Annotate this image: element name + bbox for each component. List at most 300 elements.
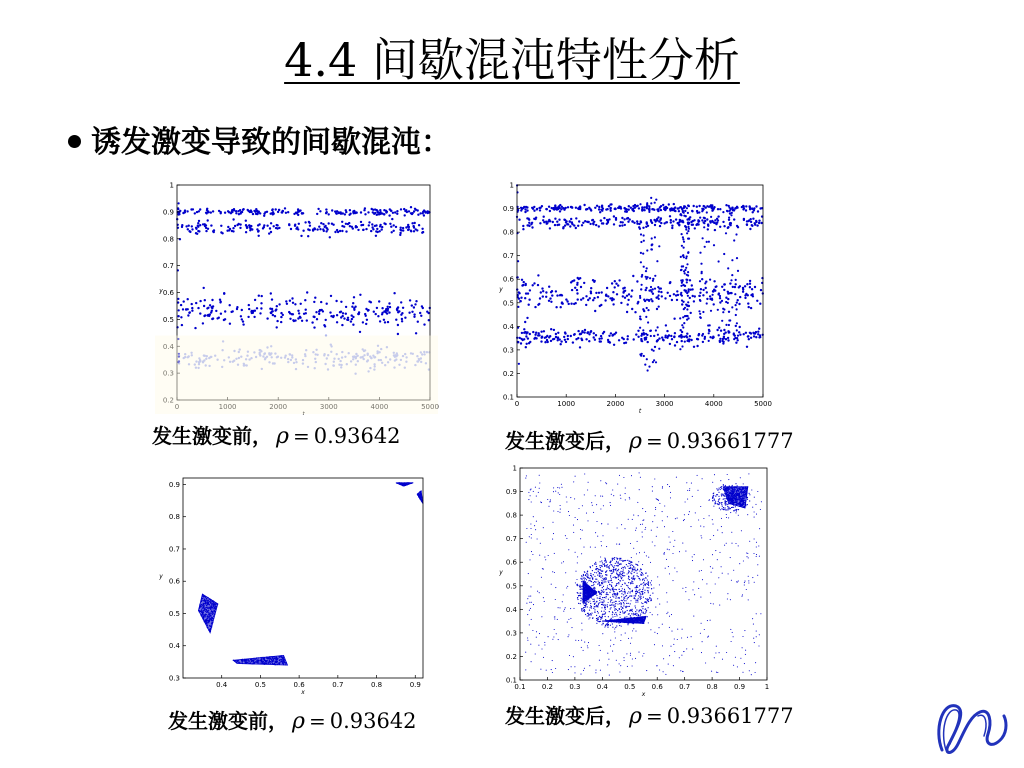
data-point: [735, 325, 737, 327]
data-point: [630, 603, 631, 604]
data-point: [596, 620, 597, 621]
data-point: [568, 669, 569, 670]
data-point: [604, 564, 605, 565]
data-point: [206, 605, 207, 606]
data-point: [710, 566, 711, 567]
data-point: [201, 598, 202, 599]
data-point: [650, 248, 652, 250]
data-point: [591, 613, 592, 614]
data-point: [602, 562, 603, 563]
data-point: [626, 616, 627, 617]
data-point: [590, 292, 592, 294]
data-point: [524, 208, 526, 210]
data-point: [263, 661, 264, 662]
data-point: [580, 529, 581, 530]
data-point: [723, 507, 724, 508]
data-point: [561, 484, 562, 485]
data-point: [583, 584, 584, 585]
data-point: [192, 208, 194, 210]
data-point: [628, 591, 629, 592]
data-point: [709, 220, 711, 222]
data-point: [630, 643, 631, 644]
data-point: [600, 209, 602, 211]
data-point: [583, 650, 584, 651]
data-point: [712, 482, 713, 483]
data-point: [538, 207, 540, 209]
data-point: [577, 330, 579, 332]
data-point: [543, 216, 545, 218]
data-point: [619, 663, 620, 664]
data-point: [389, 223, 391, 225]
data-point: [556, 294, 558, 296]
data-point: [696, 210, 698, 212]
data-point: [554, 224, 556, 226]
data-point: [254, 299, 256, 301]
data-point: [562, 601, 563, 602]
data-point: [520, 209, 522, 211]
data-point: [421, 232, 423, 234]
data-point: [376, 214, 378, 216]
data-point: [599, 660, 600, 661]
data-point: [650, 330, 652, 332]
data-point: [728, 217, 730, 219]
data-point: [255, 210, 257, 212]
data-point: [637, 336, 639, 338]
data-point: [674, 651, 675, 652]
data-point: [639, 552, 640, 553]
data-point: [381, 312, 383, 314]
data-point: [693, 581, 694, 582]
data-point: [586, 579, 587, 580]
data-point: [248, 308, 250, 310]
data-point: [268, 232, 270, 234]
data-point: [355, 225, 357, 227]
data-point: [713, 535, 714, 536]
data-point: [239, 209, 241, 211]
data-point: [738, 515, 739, 516]
data-point: [726, 543, 727, 544]
data-point: [756, 300, 758, 302]
data-point: [713, 603, 714, 604]
data-point: [710, 310, 712, 312]
data-point: [689, 511, 690, 512]
data-point: [525, 332, 527, 334]
data-point: [596, 623, 597, 624]
data-point: [308, 222, 310, 224]
data-point: [570, 497, 571, 498]
data-point: [620, 495, 621, 496]
data-point: [615, 283, 617, 285]
data-point: [760, 613, 761, 614]
data-point: [643, 519, 644, 520]
data-point: [523, 206, 525, 208]
data-point: [729, 224, 731, 226]
data-point: [692, 496, 693, 497]
data-point: [630, 653, 631, 654]
data-point: [529, 333, 531, 335]
data-point: [420, 315, 422, 317]
data-point: [314, 297, 316, 299]
data-point: [692, 556, 693, 557]
data-point: [701, 272, 703, 274]
data-point: [316, 213, 318, 215]
data-point: [720, 480, 721, 481]
data-point: [638, 611, 639, 612]
data-point: [357, 229, 359, 231]
data-point: [656, 218, 658, 220]
data-point: [601, 607, 602, 608]
data-point: [674, 332, 676, 334]
data-point: [579, 586, 580, 587]
data-point: [647, 369, 649, 371]
data-point: [632, 579, 633, 580]
data-point: [589, 610, 590, 611]
data-point: [565, 341, 567, 343]
data-point: [526, 317, 528, 319]
data-point: [676, 477, 677, 478]
data-point: [633, 575, 634, 576]
data-point: [611, 282, 613, 284]
data-point: [674, 638, 675, 639]
data-point: [669, 655, 670, 656]
y-axis-label: y: [159, 573, 163, 580]
data-point: [627, 303, 629, 305]
data-point: [611, 618, 612, 619]
data-point: [535, 529, 536, 530]
data-point: [594, 310, 596, 312]
data-point: [728, 331, 730, 333]
data-point: [682, 255, 684, 257]
data-point: [378, 300, 380, 302]
data-point: [266, 317, 268, 319]
x-tick-label: 0.9: [409, 681, 421, 689]
data-point: [728, 517, 729, 518]
data-point: [616, 557, 617, 558]
data-point: [584, 579, 585, 580]
data-point: [658, 290, 660, 292]
data-point: [643, 574, 644, 575]
data-point: [391, 218, 393, 220]
data-point: [684, 307, 686, 309]
data-point: [410, 230, 412, 232]
data-point: [531, 226, 533, 228]
data-point: [320, 301, 322, 303]
data-point: [340, 301, 342, 303]
data-point: [203, 305, 205, 307]
data-point: [344, 213, 346, 215]
data-point: [631, 573, 632, 574]
data-point: [610, 646, 611, 647]
data-point: [653, 359, 655, 361]
data-point: [609, 208, 611, 210]
data-point: [646, 249, 648, 251]
y-tick-label: 0.8: [502, 228, 514, 237]
data-point: [719, 340, 721, 342]
data-point: [603, 564, 604, 565]
data-point: [613, 215, 615, 217]
data-point: [194, 327, 196, 329]
y-tick-label: 0.3: [162, 369, 174, 378]
data-point: [224, 310, 226, 312]
data-point: [541, 336, 543, 338]
data-point: [555, 491, 556, 492]
data-point: [212, 607, 213, 608]
data-point: [203, 287, 205, 289]
data-point: [661, 336, 663, 338]
data-point: [749, 286, 751, 288]
data-point: [522, 228, 524, 230]
data-point: [737, 666, 738, 667]
data-point: [713, 495, 714, 496]
data-point: [531, 661, 532, 662]
data-point: [534, 525, 535, 526]
data-point: [702, 341, 704, 343]
data-point: [552, 221, 554, 223]
data-point: [754, 224, 756, 226]
data-point: [630, 591, 631, 592]
data-point: [663, 553, 664, 554]
data-point: [334, 231, 336, 233]
data-point: [530, 608, 531, 609]
data-point: [653, 335, 655, 337]
data-point: [546, 208, 548, 210]
data-point: [605, 294, 607, 296]
data-point: [669, 549, 670, 550]
data-point: [640, 220, 642, 222]
data-point: [685, 501, 686, 502]
data-point: [364, 207, 366, 209]
data-point: [742, 647, 743, 648]
data-point: [572, 341, 574, 343]
data-point: [210, 613, 211, 614]
data-point: [624, 560, 625, 561]
data-point: [592, 595, 593, 596]
data-point: [694, 554, 695, 555]
data-point: [610, 607, 611, 608]
data-point: [209, 304, 211, 306]
data-point: [600, 496, 601, 497]
data-point: [735, 304, 737, 306]
data-point: [196, 233, 198, 235]
data-point: [748, 306, 750, 308]
data-point: [544, 601, 545, 602]
data-point: [561, 562, 562, 563]
data-point: [529, 624, 530, 625]
data-point: [617, 565, 618, 566]
data-point: [595, 581, 596, 582]
bullet-line: [68, 118, 451, 168]
data-point: [544, 557, 545, 558]
x-axis: [216, 675, 421, 689]
data-point: [574, 666, 575, 667]
data-point: [241, 318, 243, 320]
data-point: [619, 608, 620, 609]
data-point: [606, 594, 607, 595]
data-point: [652, 486, 653, 487]
data-point: [742, 288, 744, 290]
data-point: [203, 604, 204, 605]
data-point: [749, 228, 751, 230]
data-point: [558, 639, 559, 640]
y-tick-label: 0.9: [168, 480, 180, 489]
data-point: [606, 561, 607, 562]
data-point: [615, 563, 616, 564]
data-point: [322, 228, 324, 230]
data-point: [665, 324, 667, 326]
data-point: [401, 320, 403, 322]
data-point: [364, 313, 366, 315]
data-point: [747, 335, 749, 337]
data-point: [233, 208, 235, 210]
data-point: [642, 594, 643, 595]
data-point: [678, 224, 680, 226]
data-point: [399, 234, 401, 236]
data-point: [731, 274, 733, 276]
data-point: [584, 589, 585, 590]
data-point: [528, 304, 530, 306]
data-point: [536, 208, 538, 210]
data-point: [616, 596, 617, 597]
data-point: [611, 585, 612, 586]
data-point: [731, 532, 732, 533]
data-point: [703, 221, 705, 223]
data-point: [276, 224, 278, 226]
data-point: [612, 560, 613, 561]
data-point: [677, 639, 678, 640]
data-point: [646, 555, 647, 556]
data-point: [198, 220, 200, 222]
data-point: [528, 573, 529, 574]
data-point: [524, 211, 526, 213]
data-point: [550, 301, 552, 303]
data-point: [684, 210, 686, 212]
data-point: [680, 670, 681, 671]
data-point: [734, 337, 736, 339]
data-point: [599, 211, 601, 213]
data-point: [603, 579, 604, 580]
data-point: [599, 576, 600, 577]
data-point: [560, 509, 561, 510]
data-point: [593, 332, 595, 334]
data-point: [726, 517, 727, 518]
data-point: [641, 606, 642, 607]
data-point: [645, 609, 646, 610]
data-point: [729, 210, 731, 212]
data-point: [682, 588, 683, 589]
data-point: [601, 624, 602, 625]
data-point: [265, 663, 266, 664]
data-point: [273, 661, 274, 662]
data-point: [723, 329, 725, 331]
data-point: [249, 226, 251, 228]
data-point: [642, 583, 643, 584]
data-point: [560, 340, 562, 342]
data-point: [599, 616, 600, 617]
data-point: [697, 475, 698, 476]
data-point: [671, 299, 673, 301]
data-point: [234, 661, 235, 662]
data-point: [249, 660, 250, 661]
data-point: [542, 295, 544, 297]
data-point: [588, 599, 589, 600]
data-point: [367, 309, 369, 311]
data-point: [603, 505, 604, 506]
data-point: [608, 335, 610, 337]
data-point: [188, 225, 190, 227]
data-point: [721, 495, 722, 496]
data-point: [588, 614, 589, 615]
data-point: [539, 592, 540, 593]
data-point: [655, 507, 656, 508]
data-point: [520, 207, 522, 209]
data-point: [657, 614, 658, 615]
data-point: [645, 276, 647, 278]
data-point: [710, 216, 712, 218]
data-point: [687, 637, 688, 638]
data-point: [246, 227, 248, 229]
data-point: [744, 663, 745, 664]
faded-overlay: [155, 336, 438, 415]
data-point: [587, 582, 588, 583]
data-point: [692, 649, 693, 650]
y-tick-label: 0.6: [162, 289, 174, 297]
data-point: [221, 232, 223, 234]
data-point: [585, 304, 587, 306]
data-point: [530, 586, 531, 587]
data-point: [373, 213, 375, 215]
data-point: [626, 653, 627, 654]
data-point: [589, 593, 590, 594]
data-point: [262, 227, 264, 229]
data-point: [204, 223, 206, 225]
data-point: [689, 279, 691, 281]
data-point: [636, 280, 638, 282]
data-point: [747, 302, 749, 304]
data-point: [667, 516, 668, 517]
data-point: [559, 512, 560, 513]
data-point: [601, 545, 602, 546]
data-point: [204, 596, 205, 597]
data-point: [617, 484, 618, 485]
data-point: [553, 329, 555, 331]
data-point: [701, 278, 703, 280]
data-point: [708, 340, 710, 342]
data-point: [252, 310, 254, 312]
data-point: [710, 620, 711, 621]
data-point: [520, 342, 522, 344]
data-point: [723, 341, 725, 343]
data-point: [408, 210, 410, 212]
data-point: [631, 308, 633, 310]
data-point: [559, 494, 560, 495]
data-point: [207, 307, 209, 309]
data-point: [583, 670, 584, 671]
data-point: [196, 211, 198, 213]
data-point: [751, 489, 752, 490]
data-point: [317, 208, 319, 210]
data-point: [662, 488, 663, 489]
data-point: [558, 207, 560, 209]
data-point: [640, 252, 642, 254]
data-point: [199, 611, 200, 612]
data-point: [605, 482, 606, 483]
data-point: [199, 224, 201, 226]
data-point: [723, 485, 724, 486]
data-point: [181, 224, 183, 226]
data-point: [177, 208, 179, 210]
data-point: [721, 300, 723, 302]
data-point: [557, 619, 558, 620]
